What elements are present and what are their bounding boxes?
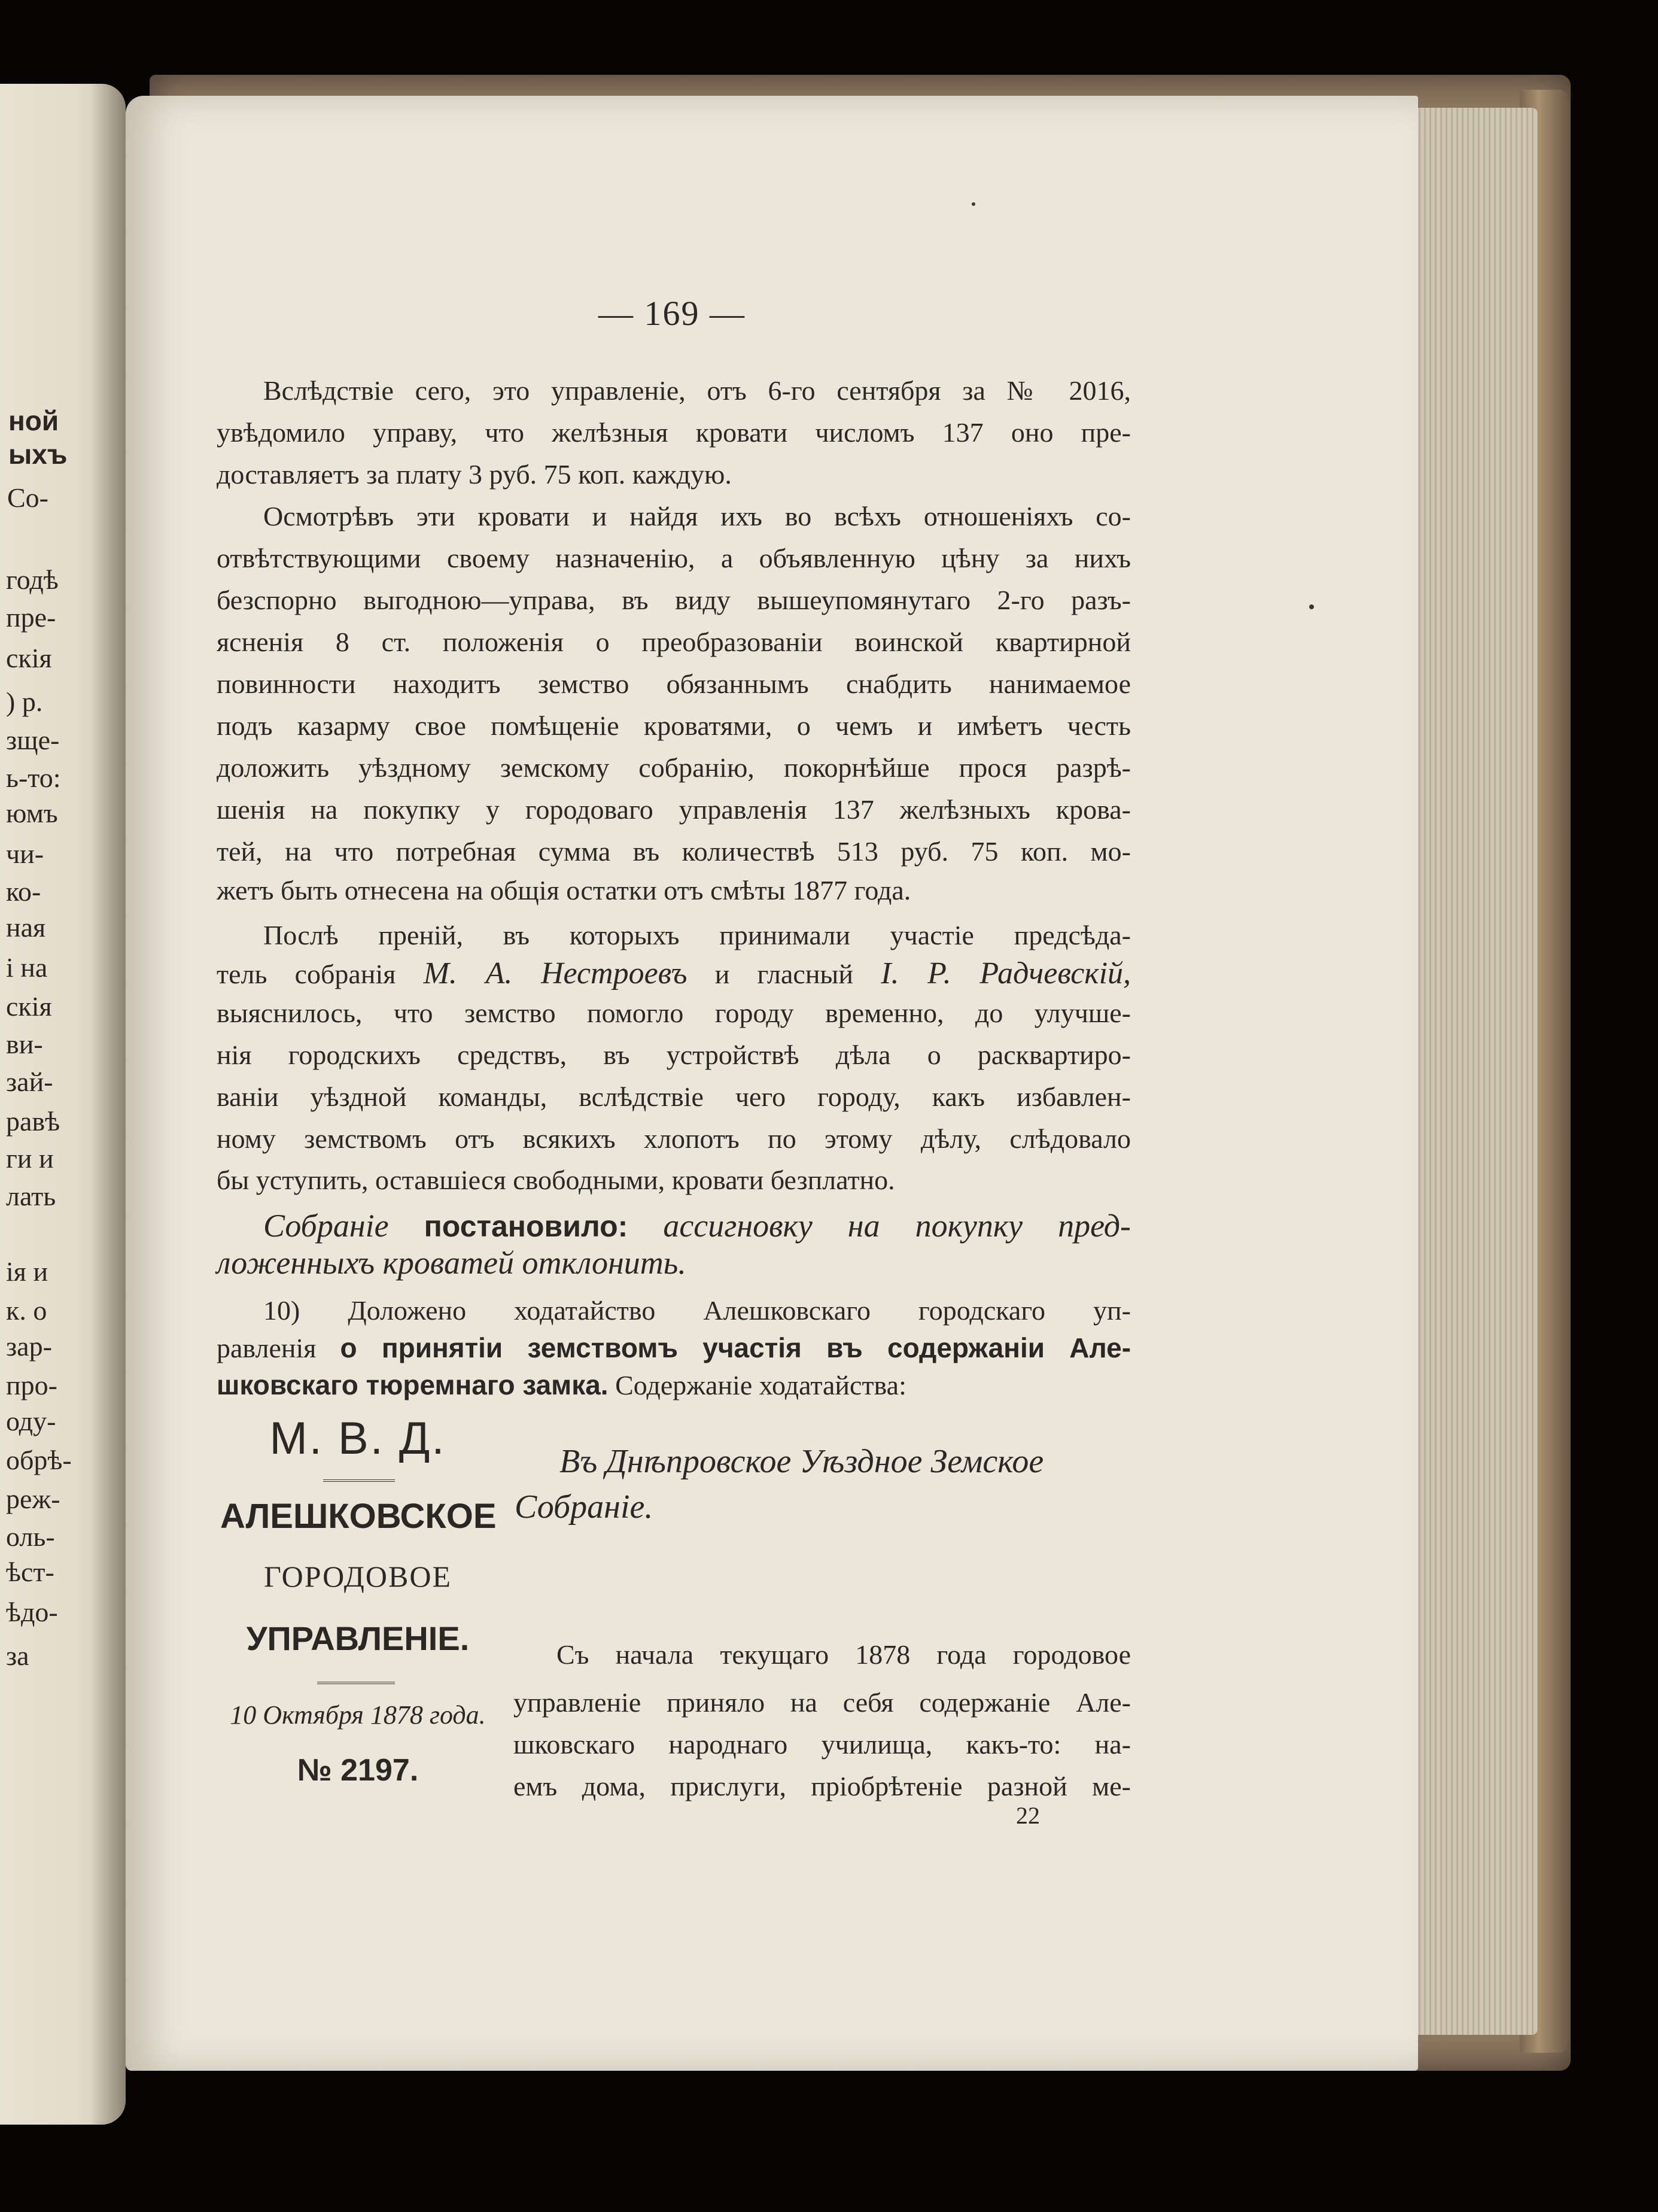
report-line: доставляетъ за плату 3 руб. 75 коп. каждую. <box>217 459 732 490</box>
stamp-date: 10 Октября 1878 года. <box>230 1700 486 1730</box>
resolution-line-1 <box>263 1208 1131 1250</box>
resolution-verb: постановило: <box>424 1210 628 1243</box>
addressee-line-1: Въ Днѣпровское Уѣздное Земское <box>559 1443 1044 1480</box>
stamp-town: АЛЕШКОВСКОЕ <box>220 1497 497 1536</box>
stamp-number: № 2197. <box>297 1753 419 1788</box>
addressee-line-2: Собраніе. <box>515 1488 653 1526</box>
item10-subject: шковскаго тюремнаго замка. <box>217 1369 609 1400</box>
resolution-text: ассигновку на покупку пред- <box>663 1208 1131 1244</box>
left-page-fragment: ія и <box>6 1256 48 1287</box>
letter-line: шковскаго народнаго училища, какъ-то: на- <box>513 1729 1131 1760</box>
report-line: Вслѣдствіе сего, это управленіе, отъ 6-го сентября за № 2016, <box>263 375 1131 406</box>
debate-line: выяснилось, что земство помогло городу временно, до улучше- <box>217 998 1131 1028</box>
left-page-fragment: ная <box>6 912 46 943</box>
left-page-fragment: зай- <box>6 1066 53 1097</box>
left-page-fragment: ь-то: <box>6 762 61 793</box>
report-line: повинности находитъ земство обязаннымъ снабдить нанимаемое <box>217 669 1131 699</box>
stamp-institution: УПРАВЛЕНІЕ. <box>246 1620 470 1657</box>
report-line: безспорно выгодною—управа, въ виду вышеупомянутаго 2-го разъ- <box>217 585 1131 615</box>
resolution-subject: Собраніе <box>263 1208 389 1244</box>
left-page-fragment: зар- <box>6 1331 52 1362</box>
report-line: ясненія 8 ст. положенія о преобразованіи воинской квартирной <box>217 627 1131 657</box>
left-page-fragment: оду- <box>6 1406 56 1436</box>
debate-line-1: Послѣ преній, въ которыхъ принимали участіе предсѣда- <box>263 920 1131 950</box>
left-page-fragment: ко- <box>6 876 41 907</box>
debate-line: ваніи уѣздной команды, вслѣдствіе чего городу, какъ избавлен- <box>217 1081 1131 1112</box>
item10-text: равленія <box>217 1333 317 1363</box>
left-page-fragment: реж- <box>6 1484 60 1514</box>
left-page-fragment: ги и <box>6 1143 54 1174</box>
debate-line-2 <box>217 956 1131 993</box>
item10-text: Содержаніе ходатайства: <box>615 1370 906 1400</box>
stamp-institution: ГОРОДОВОЕ <box>263 1560 452 1593</box>
report-line: увѣдомило управу, что желѣзныя кровати числомъ 137 оно пре- <box>217 417 1131 448</box>
item10-subject: о принятіи земствомъ участія въ содержаніи Але- <box>340 1332 1131 1363</box>
left-page-fragment: лать <box>6 1181 56 1211</box>
report-line: жетъ быть отнесена на общія остатки отъ смѣты 1877 года. <box>217 875 911 906</box>
stamp-rule <box>323 1479 395 1482</box>
report-line: доложить уѣздному земскому собранію, покорнѣйше прося разрѣ- <box>217 752 1131 783</box>
left-page-fragment: оль- <box>6 1521 55 1552</box>
sheet-signature: 22 <box>1016 1802 1040 1829</box>
letter-line: Съ начала текущаго 1878 года городовое <box>556 1639 1131 1670</box>
left-page-fragment: ѣдо- <box>6 1597 58 1627</box>
speaker-name: І. Р. Радчевскій, <box>881 956 1131 990</box>
left-page-fragment: обрѣ- <box>6 1445 72 1475</box>
left-gutter-shadow <box>90 84 126 2125</box>
left-page-fragment: пре- <box>6 602 56 633</box>
report-line: Осмотрѣвъ эти кровати и найдя ихъ во всѣхъ отношеніяхъ со- <box>263 501 1131 531</box>
left-page-fragment: про- <box>6 1370 57 1400</box>
speaker-name: М. А. Нестроевъ <box>423 956 687 990</box>
letter-line: управленіе приняло на себя содержаніе Але- <box>513 1687 1131 1718</box>
debate-line: нія городскихъ средствъ, въ устройствѣ дѣла о расквартиро- <box>217 1040 1131 1070</box>
letter-line: емъ дома, прислуги, пріобрѣтеніе разной ме- <box>513 1771 1131 1801</box>
report-line: шенія на покупку у городоваго управленія 137 желѣзныхъ крова- <box>217 794 1131 825</box>
left-page-fragment: Со- <box>7 482 48 513</box>
page-number: — 169 — <box>598 294 746 333</box>
debate-text: тель собранія <box>217 959 396 989</box>
left-page-fragment: зще- <box>6 725 60 755</box>
left-page-fragment: ѣст- <box>6 1557 54 1587</box>
left-page-fragment: ви- <box>6 1029 43 1059</box>
left-page-fragment: ыхъ <box>8 439 68 470</box>
resolution-line-2: ложенныхъ кроватей отклонить. <box>217 1245 686 1281</box>
report-line: тей, на что потребная сумма въ количествѣ 513 руб. 75 коп. мо- <box>217 836 1131 867</box>
left-page-fragment: ) р. <box>6 686 43 717</box>
debate-text: и гласный <box>714 959 853 989</box>
left-page-fragment: за <box>6 1640 29 1671</box>
paper-speck <box>972 202 975 206</box>
item10-line-1: 10) Доложено ходатайство Алешковскаго городскаго уп- <box>263 1295 1131 1326</box>
left-page-fragment: к. о <box>6 1295 47 1326</box>
report-line: подъ казарму свое помѣщеніе кроватями, о чемъ и имѣетъ честь <box>217 710 1131 741</box>
stamp-rule <box>317 1682 395 1684</box>
left-page <box>0 84 126 2125</box>
item10-line-3 <box>217 1367 1131 1404</box>
left-page-fragment: скія <box>6 991 52 1022</box>
left-page-fragment: годѣ <box>6 564 59 595</box>
report-line: отвѣтствующими своему назначенію, а объявленную цѣну за нихъ <box>217 543 1131 573</box>
debate-line: ному земствомъ отъ всякихъ хлопотъ по этому дѣлу, слѣдовало <box>217 1123 1131 1154</box>
item10-line-2 <box>217 1330 1131 1367</box>
left-page-fragment: равѣ <box>6 1106 60 1137</box>
left-page-fragment: чи- <box>6 838 44 869</box>
left-page-fragment: скія <box>6 643 52 673</box>
stamp-ministry: М. В. Д. <box>269 1413 446 1464</box>
debate-line: бы уступить, оставшіеся свободными, кровати безплатно. <box>217 1165 895 1195</box>
paper-speck <box>1309 604 1314 609</box>
left-page-fragment: ной <box>8 405 59 436</box>
left-page-fragment: і на <box>6 952 48 983</box>
left-page-fragment: юмъ <box>6 798 58 828</box>
